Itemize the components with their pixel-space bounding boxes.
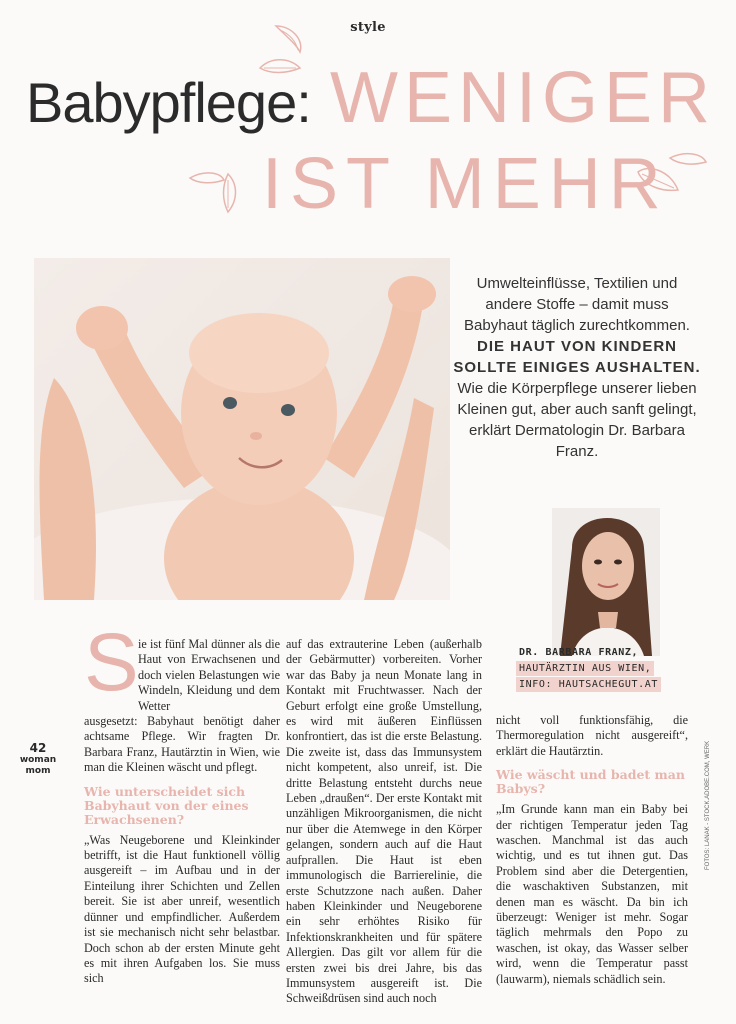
- portrait-caption: [516, 645, 661, 693]
- brand-mom: mom: [25, 766, 51, 776]
- portrait-illustration: [552, 508, 660, 656]
- caption-name: DR. BARBARA FRANZ,: [519, 647, 639, 658]
- headline-part3: IST MEHR: [262, 144, 669, 224]
- paragraph-5: „Im Grunde kann man ein Baby bei der richtigen Temperatur jeden Tag waschen. Manchmal ist das auch wichtig, und es tut ihnen gut. Das Problem sind aber die Detergentien, die waschaktiven Substanzen, mit denen man es wäscht. Da bin ich überzeugt: Weniger ist mehr. Sogar täglich mehrmals den Popo zu waschen, ist okay, das Wasser selber wird, wenn die Temperatur passt (lauwarm), niemals schädlich sein.: [496, 802, 688, 986]
- intro-text: [452, 273, 702, 462]
- caption-role: HAUTÄRZTIN AUS WIEN,: [516, 661, 654, 676]
- headline-part1: Babypflege:: [26, 71, 311, 134]
- portrait-photo: [552, 508, 660, 656]
- page-number: [15, 742, 61, 776]
- paragraph-2: „Was Neugeborene und Kleinkinder betrifft, ist die Haut funktionell völlig ausgereift – im Aufbau und in der Einteilung ihrer Schichten und Zellen bereit. Sie ist aber unreif, wesentlich dünner und empfindlicher. Außerdem ist sie mechanisch nicht sehr belastbar. Doch schon ab der ersten Minute geht es mit ihren Aufgaben los. Sie muss sich: [84, 832, 280, 986]
- leaf-decoration-left: [184, 170, 248, 220]
- caption-info: INFO: HAUTSACHEGUT.AT: [516, 677, 661, 692]
- drop-cap: S: [84, 617, 139, 708]
- paragraph-3: auf das extrauterine Leben (außerhalb der Gebärmutter) vorbereiten. Vorher war das Baby ja neun Monate lang in Kontakt mit Fruchtwasser. Nach der Geburt erfolgt eine große Umstellung, es wird mit äußeren Einflüssen konfrontiert, das ist die erste Belastung. Die zweite ist, dass das Immunsystem nicht kompetent, also unreif, ist. Die dritte Belastung entsteht durchs neue Leben „draußen“. Der erste Kontakt mit unzähligen Mikroorganismen, die nicht nur über die Atemwege in den Körper gelangen, sondern auch auf die Haut aufprallen. Die Haut ist eben immunologisch die Barrierelinie, die erste Schutzzone nach außen. Daher haben Kleinkinder und Neugeborene ein sehr erhöhtes Risiko für Infektionskrankheiten und für spätere Allergien. Das gilt vor allem für die ersten zwei bis drei Jahre, bis das Immunsystem ausgereift ist. Die Schweißdrüsen sind auch noch: [286, 637, 482, 1006]
- photo-credit: FOTOS: LANAK - STOCK.ADOBE.COM, WERK: [705, 740, 711, 870]
- page-number-value: 42: [29, 741, 47, 755]
- section-tag: style: [350, 20, 386, 35]
- paragraph-1: ie ist fünf Mal dünner als die Haut von Erwachsenen und doch vielen Belastungen wie Windeln, Kleidung und dem Wetter: [138, 637, 280, 713]
- paragraph-4: nicht voll funktionsfähig, die Thermoregulation nicht ausgereift“, erklärt die Hautärztin.: [496, 713, 688, 758]
- baby-illustration: [34, 258, 450, 600]
- subheading-1: Wie unterscheidet sich Babyhaut von der eines Erwachsenen?: [84, 783, 249, 827]
- intro-bold: DIE HAUT VON KINDERN SOLLTE EINIGES AUSHALTEN.: [453, 338, 701, 376]
- subheading-2: Wie wäscht und badet man Babys?: [496, 767, 685, 797]
- paragraph-1b: ausgesetzt: Babyhaut benötigt daher achtsame Pflege. Wir fragten Dr. Barbara Franz, Hautärztin in Wien, wie man die Kleinen wäscht und pflegt.: [84, 714, 280, 775]
- column-2: [286, 637, 482, 1007]
- intro-lead: Umwelteinflüsse, Textilien und andere Stoffe – damit muss Babyhaut täglich zurechtkommen.: [464, 275, 690, 334]
- column-1: [84, 637, 280, 987]
- intro-tail: Wie die Körperpflege unserer lieben Kleinen gut, aber auch sanft gelingt, erklärt Dermatologin Dr. Barbara Franz.: [457, 380, 697, 460]
- column-3: [496, 713, 688, 987]
- headline-part2: WENIGER: [330, 58, 717, 138]
- brand-woman: woman: [19, 755, 57, 765]
- baby-photo: [34, 258, 450, 600]
